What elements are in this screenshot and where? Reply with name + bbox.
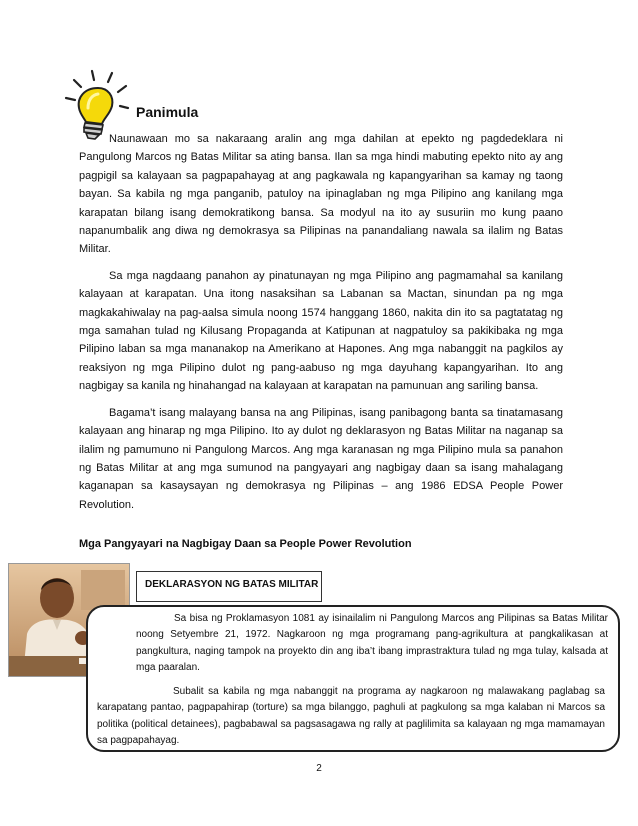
batas-militar-label: DEKLARASYON NG BATAS MILITAR — [136, 571, 322, 602]
paragraph-3: Bagama’t isang malayang bansa na ang Pilipinas, isang panibagong banta sa tinatamasang kalayaan ang hinarap ng mga Pilipino. Ito ay dulot ng deklarasyon ng Batas Militar na naganap sa ilalim ng pamumuno ni Pangulong Marcos. Ang mga karanasan ng mga Pilipino mula sa panahon ng Batas Militar at ang mga sumunod na pangyayari ang nagbigay daan sa isang mahalagang kaganapan sa kasaysayan ng demokrasya ng Pilipinas – ang 1986 EDSA People Power Revolution. — [79, 406, 563, 511]
box-paragraph-2: Subalit sa kabila ng mga nabanggit na programa ay nagkaroon ng malawakang paglabag sa karapatang pantao, pagpapahirap (torture) sa mga bilanggo, paghuli at pagkulong sa mga kalaban ni Marcos sa politika (political detainees), pagbabawal sa pagsasagawa ng rally at paglilimita sa kalayaan ng mga mamamayan sa pagpapahayag. — [97, 686, 605, 747]
subsection-title: Mga Pangyayari na Nagbigay Daan sa People Power Revolution — [79, 538, 412, 550]
section-heading: Panimula — [136, 104, 199, 120]
paragraph-1: Naunawaan mo sa nakaraang aralin ang mga dahilan at epekto ng pagdedeklara ni Pangulong Marcos ng Batas Militar sa ating bansa. Ilan sa mga hindi mabuting epekto nito ay ang pagpigil sa kalayaan sa pagpapahayag at ang pagkawala ng kapangyarihan sa kamay ng taong bayan. Sa kabila ng mga panganib, patuloy na ipinaglaban ng mga Pilipino ang kanilang mga karapatan bilang isang demokratikong bansa. Sa modyul na ito ay susuriin mo kung paano napanumbalik ang diwa ng demokrasya sa Pilipinas na panandaliang nawala sa ilalim ng Batas Militar. — [79, 133, 563, 256]
box-paragraph-2-wrap — [97, 684, 605, 750]
page-number: 2 — [316, 763, 322, 774]
intro-body — [79, 130, 563, 522]
box-paragraph-1-wrap — [136, 611, 608, 677]
paragraph-2: Sa mga nagdaang panahon ay pinatunayan ng mga Pilipino ang pagmamahal sa kanilang kalayaan at karapatan. Una itong nasaksihan sa Labanan sa Mactan, sinundan pa ng mga magkakahiwalay na pag-aalsa simula noong 1574 hanggang 1860, nakita din ito sa pagtatatag ng mga samahan tulad ng Kilusang Propaganda at Katipunan at nagpatuloy sa pakikibaka ng mga Pilipino laban sa mga mananakop na Amerikano at Hapones. Ang mga nabanggit na pagkilos ay reaksiyon ng mga Pilipino dulot ng pang-aabuso ng mga dayuhang kapangyarihan. Ito ang nagbigay sa kanila ng hinahangad na kalayaan at karapatan na pamunuan ang sariling bansa. — [79, 269, 563, 393]
box-paragraph-1: Sa bisa ng Proklamasyon 1081 ay isinailalim ni Pangulong Marcos ang Pilipinas sa Batas Militar noong Setyembre 21, 1972. Nagkaroon ng mga programang pang-agrikultura at pangkalikasan at pangkultura, naging tampok na proyekto din ang iba’t ibang imprastraktura tulad ng mga tulay, kalsada at mga paaralan. — [136, 613, 608, 674]
